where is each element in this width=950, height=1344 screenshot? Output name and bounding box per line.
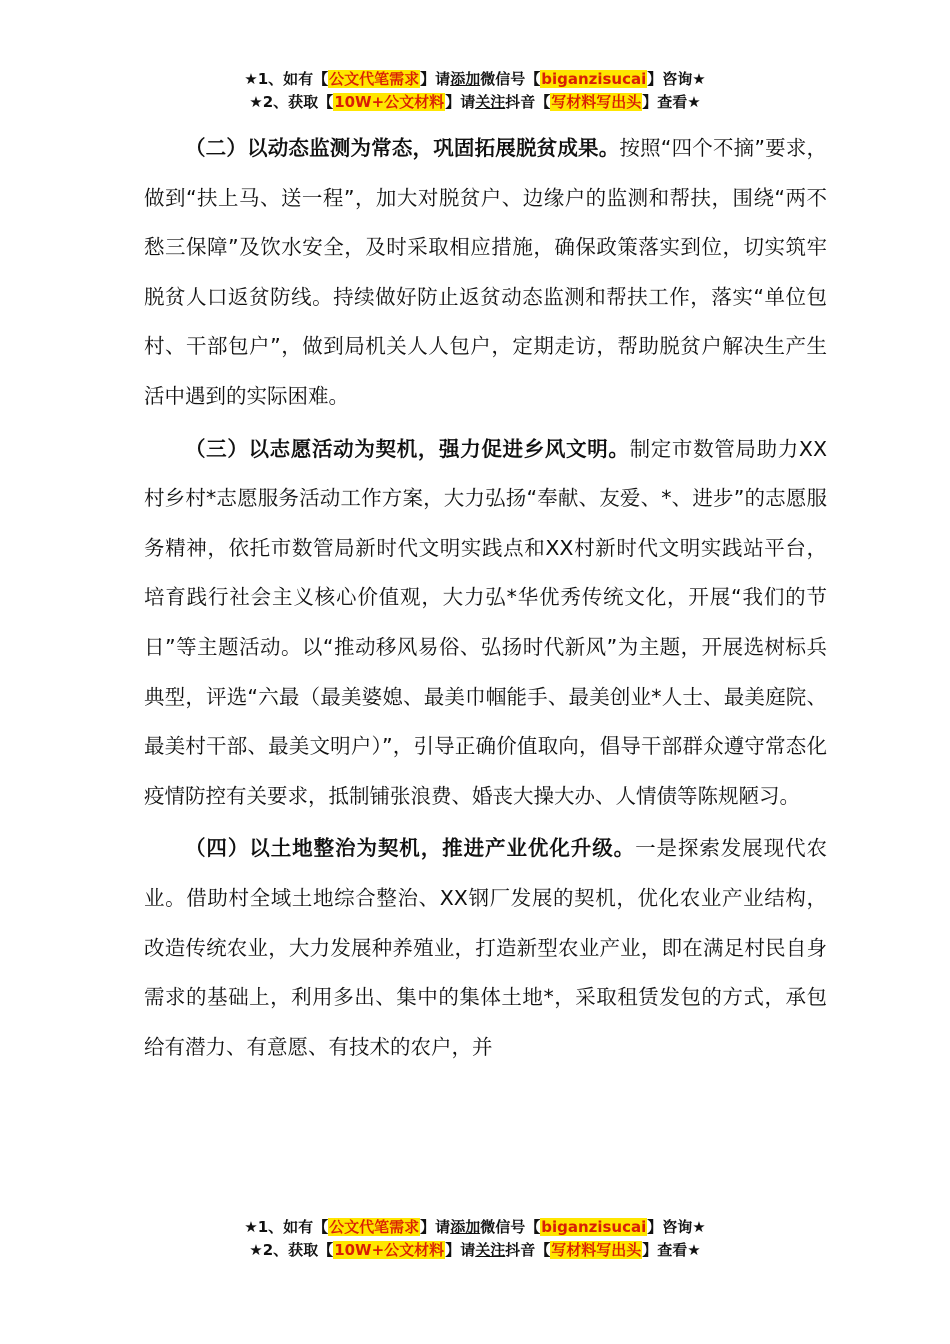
- banner-text: 】查看★: [642, 1241, 701, 1259]
- banner-text: 】请: [445, 1241, 476, 1259]
- banner-text: 】请: [445, 93, 476, 111]
- banner-text: 】咨询★: [647, 1218, 706, 1236]
- paragraph-4: [144, 824, 827, 1072]
- paragraph-heading: （四）以土地整治为契机，推进产业优化升级。: [185, 836, 636, 861]
- highlight-service: 公文代笔需求: [329, 70, 420, 88]
- banner-text: ★1、如有【: [244, 70, 329, 88]
- highlight-douyin-account: 写材料写出头: [551, 1241, 642, 1259]
- banner-text: 抖音【: [505, 1241, 551, 1259]
- header-banner: [0, 68, 950, 114]
- banner-line-1: [0, 1216, 950, 1239]
- footer-banner: [0, 1216, 950, 1262]
- banner-text: ★1、如有【: [244, 1218, 329, 1236]
- paragraph-heading: （三）以志愿活动为契机，强力促进乡风文明。: [185, 436, 630, 461]
- paragraph-heading: （二）以动态监测为常态，巩固拓展脱贫成果。: [185, 136, 620, 160]
- underlined-text: 添加: [450, 70, 481, 88]
- highlight-douyin-account: 写材料写出头: [551, 93, 642, 111]
- banner-line-1: [0, 68, 950, 91]
- highlight-wechat-id: biganzisucai: [541, 70, 647, 88]
- banner-text: 】请: [420, 1218, 451, 1236]
- document-body: [144, 124, 827, 1072]
- paragraph-2: [144, 124, 827, 422]
- banner-line-2: [0, 91, 950, 114]
- paragraph-3: [144, 425, 827, 822]
- underlined-text: 添加: [450, 1218, 481, 1236]
- highlight-materials: 10W+公文材料: [334, 93, 445, 111]
- banner-text: 】咨询★: [647, 70, 706, 88]
- underlined-text: 关注: [475, 93, 506, 111]
- banner-text: 微信号【: [480, 1218, 541, 1236]
- paragraph-text: 一是探索发展现代农业。借助村全域土地综合整治、XX钢厂发展的契机，优化农业产业结构，改造传统农业，大力发展种养殖业，打造新型农业产业，即在满足村民自身需求的基础上，利用多出、集中的集体土地*，采取租赁发包的方式，承包给有潜力、有意愿、有技术的农户，并: [144, 836, 828, 1059]
- highlight-service: 公文代笔需求: [329, 1218, 420, 1236]
- banner-line-2: [0, 1239, 950, 1262]
- highlight-wechat-id: biganzisucai: [541, 1218, 647, 1236]
- banner-text: 】请: [420, 70, 451, 88]
- banner-text: 】查看★: [642, 93, 701, 111]
- banner-text: ★2、获取【: [249, 1241, 334, 1259]
- banner-text: 抖音【: [505, 93, 551, 111]
- paragraph-text: 制定市数管局助力XX村乡村*志愿服务活动工作方案，大力弘扬“奉献、友爱、*、进步”的志愿服务精神，依托市数管局新时代文明实践点和XX村新时代文明实践站平台，培育践行社会主义核心价值观，大力弘*华优秀传统文化，开展“我们的节日”等主题活动。以“推动移风易俗、弘扬时代新风”为主题，开展选树标兵典型，评选“六最（最美婆媳、最美巾帼能手、最美创业*人士、最美庭院、最美村干部、最美文明户）”，引导正确价值取向，倡导干部群众遵守常态化疫情防控有关要求，抵制铺张浪费、婚丧大操大办、人情债等陈规陋习。: [144, 436, 828, 808]
- underlined-text: 关注: [475, 1241, 506, 1259]
- paragraph-text: 按照“四个不摘”要求，做到“扶上马、送一程”，加大对脱贫户、边缘户的监测和帮扶，围绕“两不愁三保障”及饮水安全，及时采取相应措施，确保政策落实到位，切实筑牢脱贫人口返贫防线。持续做好防止返贫动态监测和帮扶工作，落实“单位包村、干部包户”，做到局机关人人包户，定期走访，帮助脱贫户解决生产生活中遇到的实际困难。: [144, 136, 828, 408]
- banner-text: ★2、获取【: [249, 93, 334, 111]
- highlight-materials: 10W+公文材料: [334, 1241, 445, 1259]
- banner-text: 微信号【: [480, 70, 541, 88]
